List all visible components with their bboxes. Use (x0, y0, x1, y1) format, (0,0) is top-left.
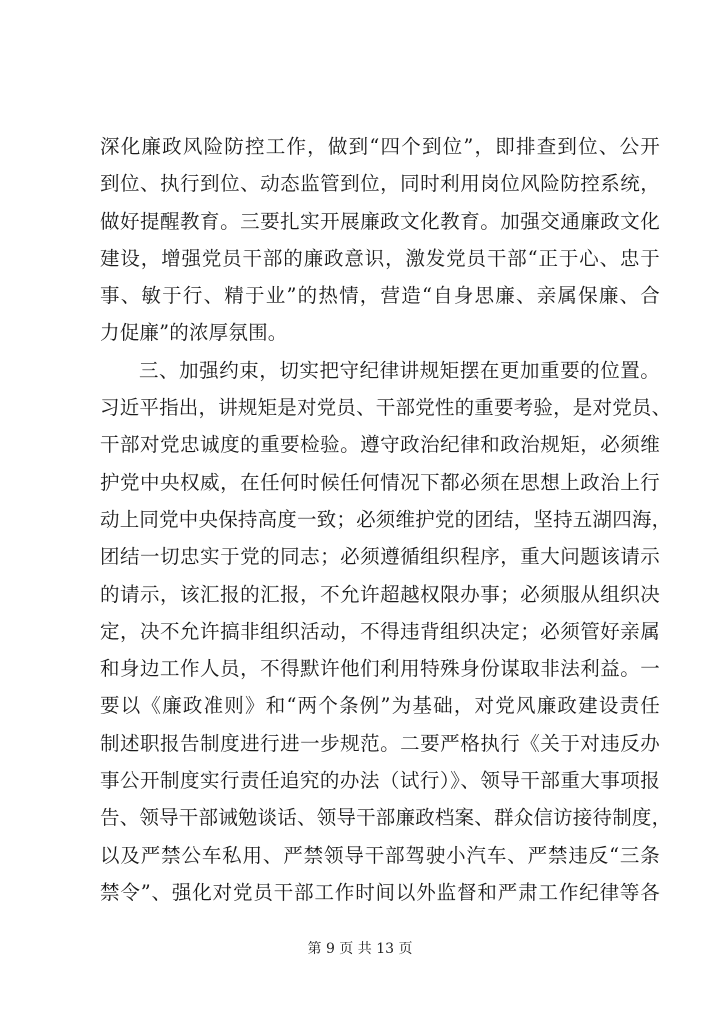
text-line-14: 定，决不允许搞非组织活动，不得违背组织决定；必须管好亲属 (100, 619, 660, 643)
text-line-12: 团结一切忠实于党的同志；必须遵循组织程序，重大问题该请示 (100, 545, 660, 569)
text-line-16: 要以《廉政准则》和“两个条例”为基础，对党风廉政建设责任 (100, 694, 660, 718)
text-line-2: 到位、执行到位、动态监管到位，同时利用岗位风险防控系统， (100, 172, 660, 196)
text-line-13: 的请示，该汇报的汇报，不允许超越权限办事；必须服从组织决 (100, 582, 660, 606)
text-line-5: 事、敏于行、精于业”的热情，营造“自身思廉、亲属保廉、合 (100, 284, 660, 308)
text-line-21: 禁令”、强化对党员干部工作时间以外监督和严肃工作纪律等各 (100, 880, 660, 904)
text-line-11: 动上同党中央保持高度一致；必须维护党的团结，坚持五湖四海， (100, 507, 672, 531)
text-line-17: 制述职报告制度进行进一步规范。二要严格执行《关于对违反办 (100, 731, 660, 755)
text-line-10: 护党中央权威，在任何时候任何情况下都必须在思想上政治上行 (100, 470, 660, 494)
text-line-15: 和身边工作人员，不得默许他们利用特殊身份谋取非法利益。一 (100, 657, 660, 681)
body-text (100, 128, 672, 911)
text-line-1: 深化廉政风险防控工作，做到“四个到位”，即排查到位、公开 (100, 135, 660, 158)
text-line-8: 习近平指出，讲规矩是对党员、干部党性的重要考验，是对党员、 (100, 396, 672, 420)
text-line-18: 事公开制度实行责任追究的办法（试行）》、领导干部重大事项报 (100, 769, 660, 793)
text-line-3: 做好提醒教育。三要扎实开展廉政文化教育。加强交通廉政文化 (100, 209, 660, 233)
text-line-6: 力促廉”的浓厚氛围。 (100, 321, 288, 345)
text-line-4: 建设，增强党员干部的廉政意识，激发党员干部“正于心、忠于 (100, 246, 660, 270)
text-line-19: 告、领导干部诫勉谈话、领导干部廉政档案、群众信访接待制度， (100, 806, 672, 830)
text-line-9: 干部对党忠诚度的重要检验。遵守政治纪律和政治规矩，必须维 (100, 433, 660, 457)
page-number-footer: 第 9 页 共 13 页 (307, 941, 413, 957)
text-line-20: 以及严禁公车私用、严禁领导干部驾驶小汽车、严禁违反“三条 (100, 843, 660, 867)
section-heading-line: 三、加强约束，切实把守纪律讲规矩摆在更加重要的位置。 (139, 358, 660, 382)
